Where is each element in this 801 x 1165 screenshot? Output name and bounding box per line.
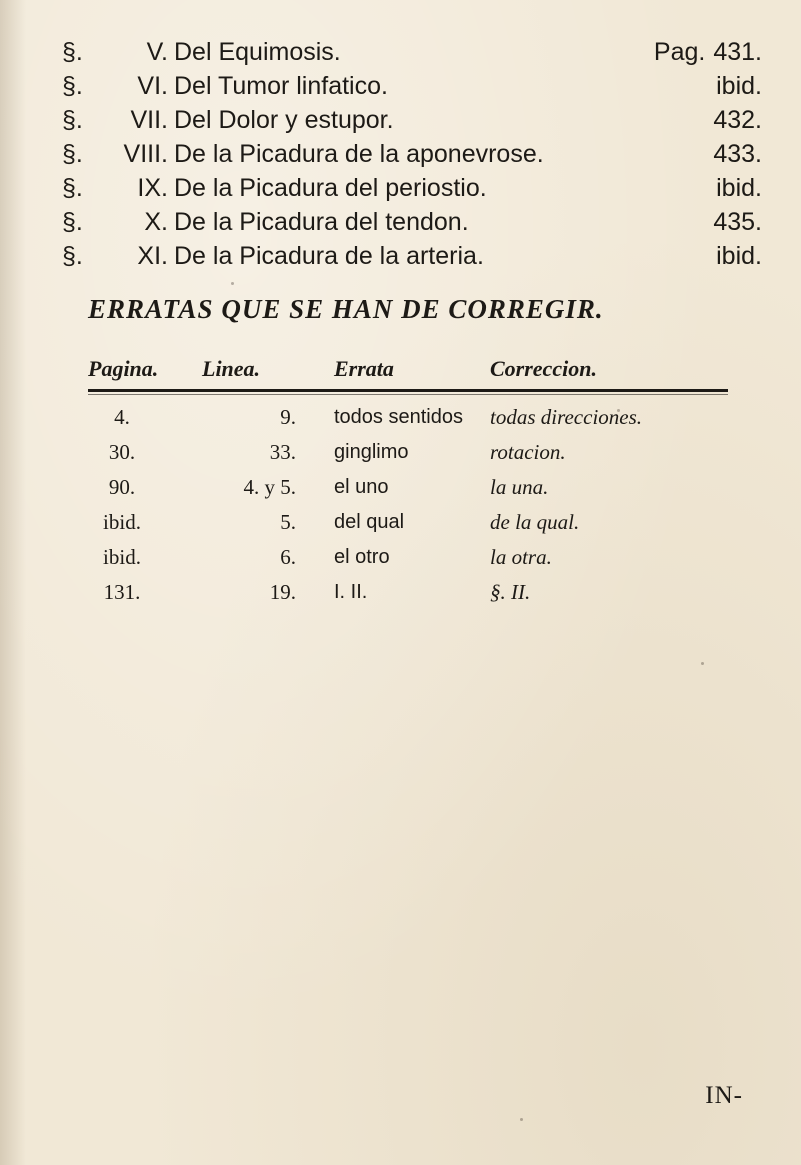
section-symbol: §.: [62, 140, 83, 168]
paper-speck: [520, 1118, 523, 1121]
cell-pagina: 131.: [103, 580, 141, 604]
cell-pagina: ibid.: [103, 545, 141, 569]
table-of-contents: [62, 35, 762, 273]
toc-row: [62, 69, 762, 103]
errata-table-header: [88, 356, 728, 390]
header-rule: [88, 389, 728, 392]
section-title: De la Picadura del tendon.: [174, 208, 469, 236]
section-title: De la Picadura de la aponevrose.: [174, 140, 544, 168]
cell-pagina: 30.: [108, 440, 136, 464]
section-number: VII.: [130, 106, 168, 134]
table-row: [88, 435, 748, 470]
section-page: [642, 35, 762, 69]
cell-errata: todos sentidos: [334, 406, 463, 428]
section-symbol: §.: [62, 208, 83, 236]
section-symbol: §.: [62, 106, 83, 134]
section-page: ibid.: [716, 242, 762, 270]
cell-pagina: 90.: [108, 475, 136, 499]
cell-linea: 4. y 5.: [243, 475, 296, 499]
toc-row: [62, 239, 762, 273]
cell-correccion: la una.: [490, 475, 549, 499]
paper-speck: [617, 409, 620, 412]
section-symbol: §.: [62, 72, 83, 100]
cell-correccion: rotacion.: [490, 440, 566, 464]
section-number: IX.: [137, 174, 168, 202]
page-prefix: Pag.: [653, 38, 706, 66]
cell-linea: 33.: [269, 440, 296, 464]
section-number: XI.: [137, 242, 168, 270]
section-title: Del Dolor y estupor.: [174, 106, 394, 134]
cell-errata: del qual: [334, 511, 405, 533]
table-row: [88, 540, 748, 575]
toc-row: [62, 171, 762, 205]
section-symbol: §.: [62, 242, 83, 270]
cell-errata: el otro: [334, 546, 390, 568]
toc-row: [62, 137, 762, 171]
errata-table: [88, 400, 748, 610]
catchword: IN-: [705, 1082, 743, 1109]
cell-linea: 19.: [269, 580, 296, 604]
column-header-linea: Linea.: [202, 356, 261, 381]
table-row: [88, 470, 748, 505]
cell-errata: I. II.: [334, 581, 368, 603]
cell-correccion: §. II.: [490, 580, 531, 604]
cell-errata: ginglimo: [334, 441, 409, 463]
paper-speck: [231, 282, 234, 285]
toc-row: [62, 103, 762, 137]
section-number: VI.: [137, 72, 168, 100]
section-title: De la Picadura del periostio.: [174, 174, 487, 202]
table-row: [88, 505, 748, 540]
section-page: ibid.: [716, 174, 762, 202]
column-header-correccion: Correccion.: [490, 356, 597, 381]
toc-row: [62, 35, 762, 69]
cell-linea: 5.: [280, 510, 296, 534]
table-row: [88, 575, 748, 610]
section-number: V.: [146, 38, 168, 66]
section-page: ibid.: [716, 72, 762, 100]
cell-pagina: 4.: [114, 405, 130, 429]
section-title: Del Tumor linfatico.: [174, 72, 388, 100]
page-number: 431.: [713, 38, 762, 66]
cell-linea: 9.: [280, 405, 296, 429]
section-page: 433.: [713, 140, 762, 168]
toc-row: [62, 205, 762, 239]
section-symbol: §.: [62, 174, 83, 202]
table-row: [88, 400, 748, 435]
cell-pagina: ibid.: [103, 510, 141, 534]
cell-correccion: todas direcciones.: [490, 405, 643, 429]
paper-speck: [701, 662, 704, 665]
section-number: VIII.: [123, 140, 168, 168]
cell-linea: 6.: [280, 545, 296, 569]
page-binding-shadow: [0, 0, 26, 1165]
section-page: 435.: [713, 208, 762, 236]
section-title: Del Equimosis.: [174, 38, 341, 66]
cell-correccion: de la qual.: [490, 510, 580, 534]
cell-correccion: la otra.: [490, 545, 552, 569]
column-header-pagina: Pagina.: [88, 356, 159, 381]
section-symbol: §.: [62, 38, 83, 66]
errata-heading: ERRATAS QUE SE HAN DE CORREGIR.: [88, 294, 604, 324]
section-title: De la Picadura de la arteria.: [174, 242, 484, 270]
column-header-errata: Errata: [334, 356, 394, 381]
cell-errata: el uno: [334, 476, 389, 498]
section-number: X.: [144, 208, 168, 236]
section-page: 432.: [713, 106, 762, 134]
